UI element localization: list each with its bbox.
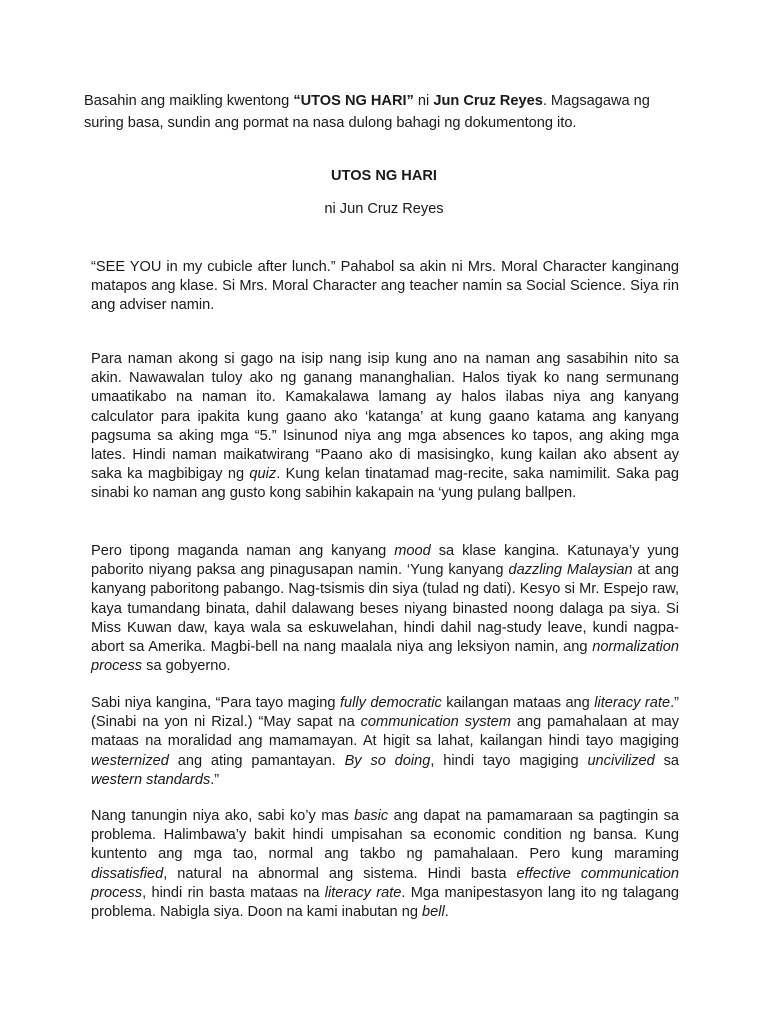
paragraph-text: “SEE YOU in my cubicle after lunch.” Pahabol sa akin ni Mrs. Moral Character kanginang matapos ang klase. Si Mrs. Moral Character ang teacher namin sa Social Science. Siya rin ang adviser namin.: [91, 259, 679, 314]
italic-term: By so doing: [344, 752, 431, 769]
italic-term: western standards: [91, 771, 211, 788]
paragraph-text: kailangan mataas ang: [441, 695, 595, 711]
paragraph-text: .: [444, 904, 449, 921]
italic-term: effective communication process: [91, 865, 679, 901]
paragraph-text: .” (Sinabi na yon ni Rizal.) “May sapat na: [91, 695, 679, 731]
italic-term: bell: [422, 904, 445, 921]
paragraph-text: Pero tipong maganda naman ang kanyang: [91, 543, 395, 559]
paragraph-text: Sabi niya kangina, “Para tayo maging: [91, 695, 340, 711]
paragraph-text: ang dapat na pamamaraan sa pagtingin sa problema. Halimbawa’y bakit hindi umpisahan sa economic condition ng bansa. Kung kuntento ang mga tao, normal ang takbo ng pamahalaan. Pero kung maraming: [91, 808, 679, 863]
paragraph-5: [91, 807, 679, 922]
intro-author: Jun Cruz Reyes: [433, 93, 543, 109]
paragraph-3: [91, 542, 679, 676]
intro-text: Basahin ang maikling kwentong: [84, 93, 294, 109]
paragraph-text: . Mga manipestasyon lang ito ng talagang problema. Nabigla siya. Doon na kami inabutan ng: [91, 884, 679, 921]
paragraph-text: . Kung kelan tinatamad mag-recite, saka namimilit. Saka pag sinabi ko naman ang gusto kong sabihin kakapain na ‘yung pulang ballpen.: [91, 466, 679, 502]
paragraph-text: ang ating pamantayan.: [168, 752, 345, 769]
italic-term: quiz: [249, 466, 277, 483]
intro-instructions: [84, 90, 680, 134]
italic-term: dissatisfied: [91, 865, 164, 882]
paragraph-text: sa: [654, 752, 680, 769]
italic-term: literacy rate: [594, 695, 671, 711]
paragraph-4: [91, 694, 679, 790]
intro-story-title: “UTOS NG HARI”: [293, 93, 414, 109]
paragraph-1: [91, 258, 679, 316]
paragraph-text: sa gobyerno.: [142, 658, 231, 675]
italic-term: normalization process: [91, 639, 679, 675]
paragraph-text: sa klase kangina. Katunaya’y yung paborito niyang paksa ang pinagusapan namin. ‘Yung kanyang: [91, 543, 679, 579]
paragraph-text: , natural na abnormal ang sistema. Hindi basta: [163, 865, 517, 882]
story-byline: ni Jun Cruz Reyes: [324, 201, 444, 217]
italic-term: dazzling Malaysian: [508, 562, 633, 579]
italic-term: mood: [394, 543, 431, 559]
intro-text: . Magsagawa ng suring basa, sundin ang pormat na nasa dulong bahagi ng dokumentong ito.: [84, 93, 650, 131]
italic-term: basic: [354, 808, 389, 824]
paragraph-text: ang pamahalaan at may mataas na moralidad ang mamamayan. At higit sa lahat, kailangan hindi tayo magiging: [91, 714, 680, 750]
italic-term: uncivilized: [587, 752, 655, 769]
paragraph-text: at ang kanyang paboritong pabango. Nag-tsismis din siya (tulad ng dati). Kesyo si Mr. Espejo raw, kaya tumandang binata, dahil dalawang beses niyang binasted noong dalaga pa siya. Si Miss Kuwan daw, kaya wala sa eskuwelahan, hindi dahil nag-study leave, kundi nagpa-abort sa Amerika. Magbi-bell na nang maalala niya ang leksiyon namin, ang: [91, 562, 679, 656]
paragraph-text: Para naman akong si gago na isip nang isip kung ano na naman ang sasabihin nito sa akin. Nawawalan tuloy ako ng ganang mananghalian. Halos tiyak ko nang sermunang umaatikabo na naman ito. Kamakalawa lamang ay halos ilabas niya ang kanyang calculator para ipakita kung gaano ako ‘katanga’ at kung gaano katama ang kanyang pagsuma sa aking mga “5.” Isinunod niya ang mga absences ko tapos, ang aking mga lates. Hindi naman maikatwirang “Paano ako di masisingko, kung kailan ako absent ay saka ka magbibigay ng: [91, 351, 679, 483]
paragraph-2: [91, 350, 679, 504]
italic-term: westernized: [91, 752, 169, 769]
paragraph-text: , hindi rin basta mataas na: [142, 884, 325, 901]
italic-term: fully democratic: [339, 695, 442, 711]
italic-term: literacy rate: [324, 884, 402, 901]
intro-text: ni: [413, 93, 434, 109]
paragraph-text: .”: [210, 771, 220, 788]
italic-term: communication system: [360, 714, 511, 731]
paragraph-text: Nang tanungin niya ako, sabi ko’y mas: [91, 808, 355, 824]
paragraph-text: , hindi tayo magiging: [430, 752, 588, 769]
story-title: UTOS NG HARI: [331, 168, 437, 184]
